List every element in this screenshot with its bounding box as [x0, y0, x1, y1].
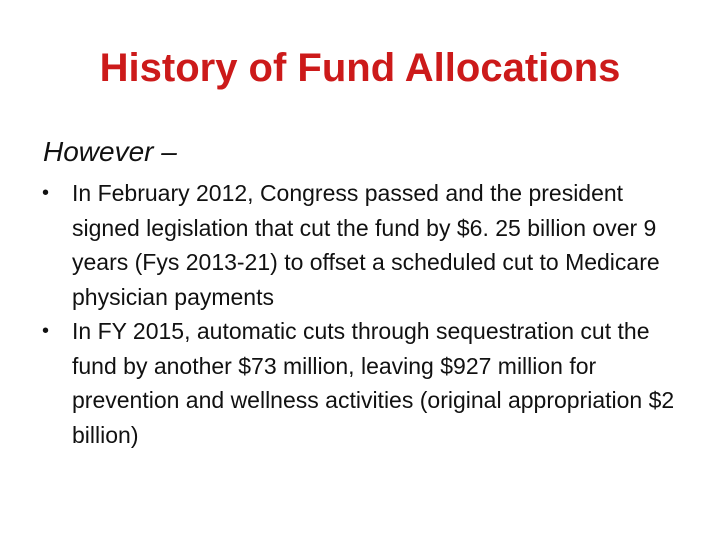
bullet-icon: • — [42, 182, 50, 204]
slide-title: History of Fund Allocations — [99, 46, 621, 90]
bullet-text: In February 2012, Congress passed and the president signed legislation that cut the fund by $6. 25 billion over 9 years (Fys 2013-21) to offset a scheduled cut to Medicare physician payments — [72, 180, 660, 310]
bullet-list — [42, 176, 682, 452]
bullet-item — [42, 176, 682, 314]
bullet-text: In FY 2015, automatic cuts through sequestration cut the fund by another $73 million, leaving $927 million for prevention and wellness activities (original appropriation $2 billion) — [72, 318, 675, 448]
intro-text: However – — [43, 136, 177, 167]
bullet-icon: • — [42, 320, 50, 342]
bullet-item — [42, 314, 682, 452]
